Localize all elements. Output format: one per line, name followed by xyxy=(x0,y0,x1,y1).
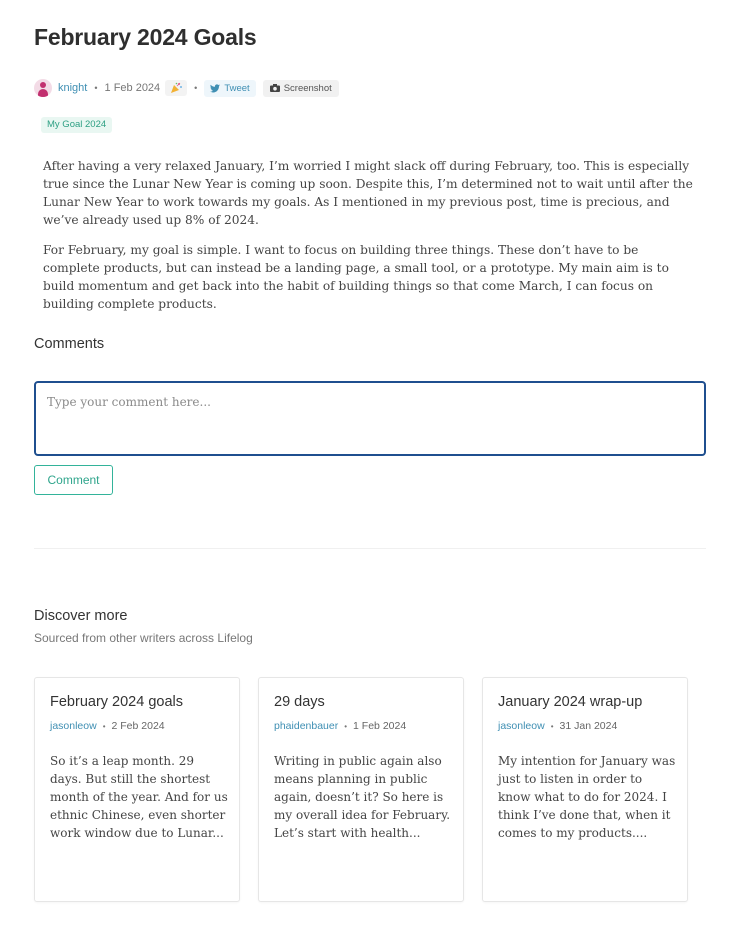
comment-button[interactable]: Comment xyxy=(34,465,113,495)
screenshot-label: Screenshot xyxy=(283,82,332,94)
paragraph: After having a very relaxed January, I’m worried I might slack off during February, too. This is especially true since the Lunar New Year is coming up soon. Despite this, I’m determined not to wait until after the Lunar New Year to work towards my goals. As I mentioned in my previous post, time is precious, and we’ve already used up 8% of 2024. xyxy=(43,159,693,227)
paragraph: For February, my goal is simple. I want to focus on building three things. These don’t have to be complete products, but can instead be a landing page, a small tool, or a prototype. My main aim is to build momentum and get back into the habit of building things so that come March, I can focus on building complete products. xyxy=(43,243,669,311)
post-body xyxy=(43,157,693,325)
card-excerpt: So it’s a leap month. 29 days. But still the shortest month of the year. And for us ethnic Chinese, even shorter work window due to Lunar... xyxy=(50,754,228,840)
separator-dot: • xyxy=(194,83,198,93)
divider xyxy=(34,548,706,549)
twitter-bird-icon xyxy=(210,84,220,93)
tweet-label: Tweet xyxy=(224,82,250,94)
discover-subheading: Sourced from other writers across Lifelog xyxy=(34,631,253,645)
discover-card[interactable] xyxy=(258,677,464,902)
card-title[interactable]: 29 days xyxy=(274,694,325,710)
card-author-link[interactable]: phaidenbauer xyxy=(274,720,339,732)
avatar[interactable] xyxy=(34,79,52,97)
post-date: 1 Feb 2024 xyxy=(104,82,161,94)
card-excerpt: Writing in public again also means planning in public again, doesn’t it? So here is my overall idea for February. Let’s start with health... xyxy=(274,754,451,840)
author-link[interactable]: knight xyxy=(58,82,88,94)
separator-dot: • xyxy=(102,721,106,731)
screenshot-button[interactable] xyxy=(263,80,339,97)
card-meta xyxy=(498,720,617,732)
camera-icon xyxy=(270,84,280,92)
discover-card[interactable] xyxy=(482,677,688,902)
card-author-link[interactable]: jasonleow xyxy=(498,720,545,732)
page-title: February 2024 Goals xyxy=(34,24,257,50)
card-author-link[interactable]: jasonleow xyxy=(50,720,97,732)
goal-tag[interactable]: My Goal 2024 xyxy=(41,117,112,133)
separator-dot: • xyxy=(94,83,98,93)
card-meta xyxy=(50,720,165,732)
discover-card[interactable] xyxy=(34,677,240,902)
card-title[interactable]: January 2024 wrap-up xyxy=(498,694,643,710)
card-date: 1 Feb 2024 xyxy=(353,720,407,732)
separator-dot: • xyxy=(344,721,348,731)
tweet-button[interactable] xyxy=(204,80,255,97)
discover-heading: Discover more xyxy=(34,608,128,624)
card-date: 2 Feb 2024 xyxy=(111,720,165,732)
card-meta xyxy=(274,720,406,732)
comments-heading: Comments xyxy=(34,336,105,352)
comment-input[interactable] xyxy=(34,381,706,456)
separator-dot: • xyxy=(550,721,554,731)
card-excerpt: My intention for January was just to listen in order to know what to do for 2024. I think I’ve done that, when it comes to my products.... xyxy=(498,754,676,840)
party-popper-icon[interactable] xyxy=(165,80,187,96)
post-meta xyxy=(34,79,339,97)
card-date: 31 Jan 2024 xyxy=(559,720,618,732)
card-title[interactable]: February 2024 goals xyxy=(50,694,183,710)
